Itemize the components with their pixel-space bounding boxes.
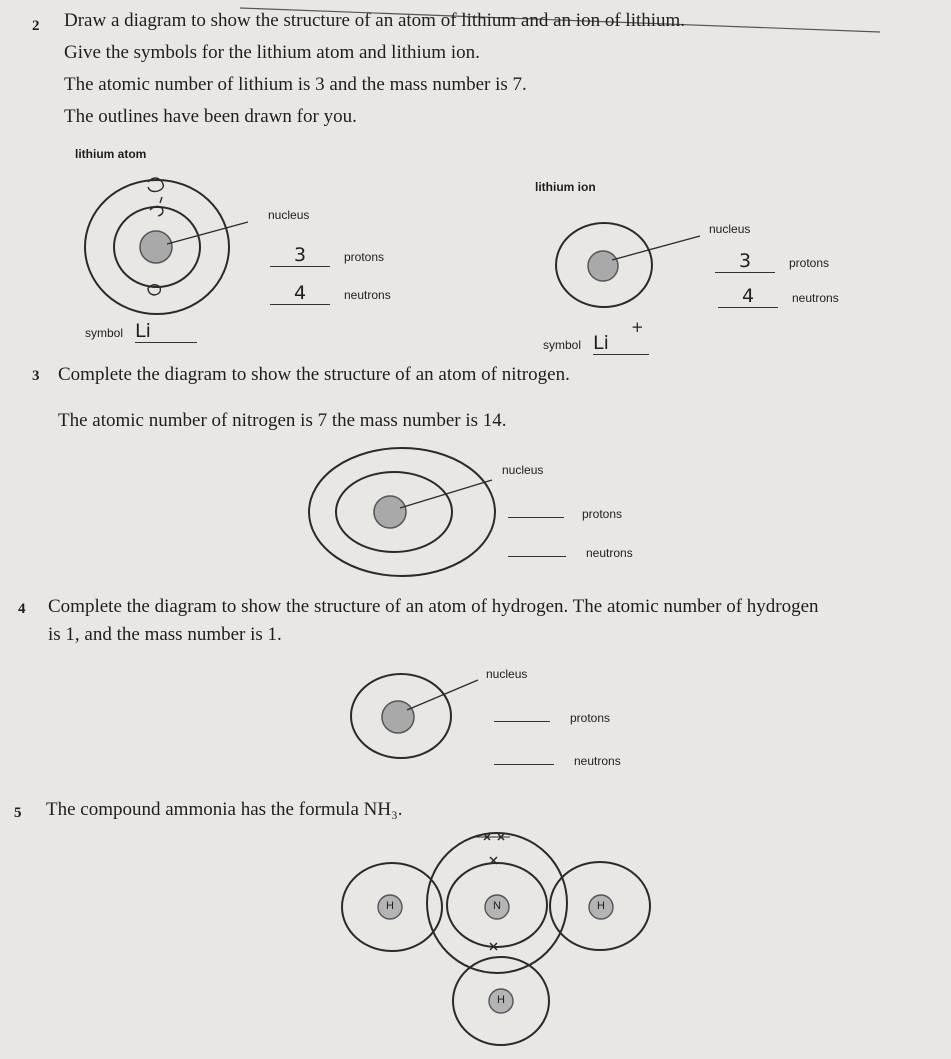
ion-nucleus-label: nucleus (709, 222, 751, 236)
hydrogen-neutrons-label: neutrons (574, 754, 621, 768)
atom-symbol-label: symbol (85, 326, 124, 340)
atom-nucleus-label: nucleus (268, 208, 310, 222)
ion-neutrons-field[interactable] (718, 285, 839, 308)
q3-text: Complete the diagram to show the structure of an atom of nitrogen. (58, 364, 570, 385)
q2-line-1: Draw a diagram to show the structure of an atom of lithium and an ion of lithium. (64, 10, 686, 31)
nitrogen-nucleus-pointer (400, 480, 492, 508)
hydrogen-nucleus-pointer (407, 680, 478, 710)
nitrogen-protons-label: protons (582, 507, 623, 521)
atom-protons-field[interactable] (270, 244, 384, 267)
hydrogen-neutrons-field[interactable] (494, 752, 621, 770)
question-5-number: 5 (14, 805, 22, 821)
atom-neutrons-label: neutrons (344, 288, 391, 302)
nitrogen-neutrons-label: neutrons (586, 546, 633, 560)
electron-crosses (476, 834, 510, 950)
ammonia-h-left-label: H (386, 900, 394, 912)
nitrogen-protons-blank[interactable] (508, 505, 564, 518)
atom-symbol-field[interactable] (85, 320, 197, 343)
ion-symbol-text: Li (593, 332, 609, 354)
atom-neutrons-field[interactable] (270, 282, 391, 305)
atom-protons-answer[interactable]: 3 (270, 244, 330, 267)
ion-nucleus-pointer (612, 236, 700, 260)
ion-neutrons-answer[interactable]: 4 (718, 285, 778, 308)
hydrogen-nucleus-label: nucleus (486, 667, 528, 681)
atom-symbol-answer[interactable]: Li (135, 320, 197, 343)
ion-symbol-label: symbol (543, 338, 582, 352)
q3-text-2: The atomic number of nitrogen is 7 the mass number is 14. (58, 410, 507, 431)
question-4-number: 4 (18, 601, 26, 617)
ammonia-diagram (342, 833, 650, 1045)
ammonia-h-bottom-label: H (497, 994, 505, 1006)
hydrogen-atom-diagram (351, 674, 478, 758)
question-3-number: 3 (32, 368, 40, 384)
hydrogen-protons-field[interactable] (494, 709, 610, 727)
lithium-atom-title: lithium atom (75, 147, 147, 161)
ion-protons-answer[interactable]: 3 (715, 250, 775, 273)
nitrogen-atom-diagram (309, 448, 495, 576)
q5-text: The compound ammonia has the formula NH₃. (46, 799, 403, 820)
lithium-ion-title: lithium ion (535, 180, 596, 194)
q2-line-4: The outlines have been drawn for you. (64, 106, 357, 127)
q2-line-3: The atomic number of lithium is 3 and the mass number is 7. (64, 74, 527, 95)
hydrogen-protons-label: protons (570, 711, 611, 725)
nitrogen-nucleus (374, 496, 406, 528)
nitrogen-neutrons-field[interactable] (508, 544, 633, 562)
lithium-ion-diagram (556, 223, 700, 307)
ion-charge: + (631, 318, 644, 336)
hydrogen-protons-blank[interactable] (494, 709, 550, 722)
q2-line-2: Give the symbols for the lithium atom and lithium ion. (64, 42, 480, 63)
q4-text-2: is 1, and the mass number is 1. (48, 624, 282, 645)
ion-symbol-field[interactable] (543, 318, 649, 355)
ion-neutrons-label: neutrons (792, 291, 839, 305)
lithium-atom-diagram (85, 178, 248, 314)
lithium-nucleus (140, 231, 172, 263)
question-2-number: 2 (32, 18, 40, 34)
ion-protons-label: protons (789, 256, 830, 270)
nitrogen-neutrons-blank[interactable] (508, 544, 566, 557)
atom-protons-label: protons (344, 250, 385, 264)
hydrogen-nucleus (382, 701, 414, 733)
hydrogen-neutrons-blank[interactable] (494, 752, 554, 765)
atom-neutrons-answer[interactable]: 4 (270, 282, 330, 305)
nitrogen-protons-field[interactable] (508, 505, 622, 523)
ion-symbol-answer[interactable] (593, 318, 649, 355)
ammonia-n-label: N (493, 900, 501, 912)
lithium-nucleus-pointer (167, 222, 248, 244)
ion-protons-field[interactable] (715, 250, 829, 273)
ammonia-h-right-label: H (597, 900, 605, 912)
ion-nucleus (588, 251, 618, 281)
nitrogen-nucleus-label: nucleus (502, 463, 544, 477)
q4-text: Complete the diagram to show the structure of an atom of hydrogen. The atomic number of hydrogen (48, 596, 819, 617)
